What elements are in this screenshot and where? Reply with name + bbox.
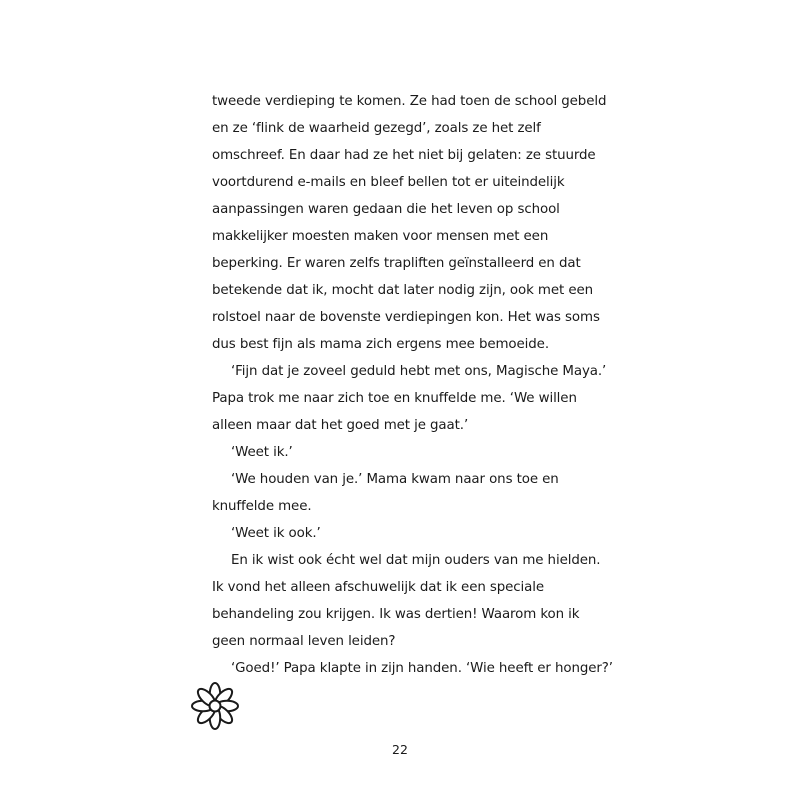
body-text (212, 88, 612, 682)
text-line: rolstoel naar de bovenste verdiepingen kon. Het was soms (212, 310, 600, 325)
text-line: knuffelde mee. (212, 499, 312, 514)
text-line: Papa trok me naar zich toe en knuffelde me. ‘We willen (212, 391, 577, 406)
text-line: omschreef. En daar had ze het niet bij gelaten: ze stuurde (212, 148, 596, 163)
paragraph-first-line: ‘Weet ik ook.’ (231, 526, 321, 541)
paragraph-first-line: ‘Weet ik.’ (231, 445, 293, 460)
paragraph-first-line: En ik wist ook écht wel dat mijn ouders van me hielden. (231, 553, 601, 568)
page-number: 22 (392, 742, 408, 757)
text-line: betekende dat ik, mocht dat later nodig zijn, ook met een (212, 283, 593, 298)
text-line: Ik vond het alleen afschuwelijk dat ik een speciale (212, 580, 545, 595)
text-line: makkelijker moesten maken voor mensen met een (212, 229, 549, 244)
text-line: behandeling zou krijgen. Ik was dertien! Waarom kon ik (212, 607, 580, 622)
paragraph-first-line: ‘Fijn dat je zoveel geduld hebt met ons, Magische Maya.’ (231, 364, 607, 379)
text-line: voortdurend e-mails en bleef bellen tot er uiteindelijk (212, 175, 565, 190)
text-line: tweede verdieping te komen. Ze had toen de school gebeld (212, 94, 607, 109)
paragraph-first-line: ‘Goed!’ Papa klapte in zijn handen. ‘Wie heeft er honger?’ (231, 661, 613, 676)
text-line: beperking. Er waren zelfs trapliften geïnstalleerd en dat (212, 256, 581, 271)
text-line: dus best fijn als mama zich ergens mee bemoeide. (212, 337, 549, 352)
text-line: aanpassingen waren gedaan die het leven op school (212, 202, 560, 217)
text-line: alleen maar dat het goed met je gaat.’ (212, 418, 469, 433)
paragraph-first-line: ‘We houden van je.’ Mama kwam naar ons toe en (231, 472, 559, 487)
text-line: en ze ‘flink de waarheid gezegd’, zoals ze het zelf (212, 121, 541, 136)
text-line: geen normaal leven leiden? (212, 634, 396, 649)
flower-icon (189, 680, 241, 732)
